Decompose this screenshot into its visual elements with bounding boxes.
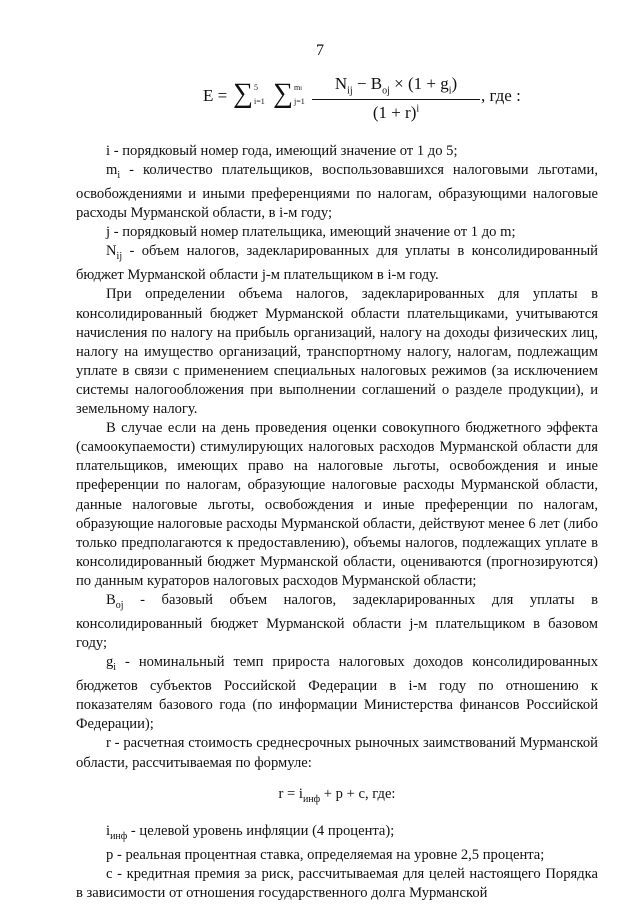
definition-g: $g_i$ - номинальный темп прироста налоговых доходов консолидированных бюджетов субъектов Российской Федерации в i-м году по отношению к показателям базового года (по информации Министерства финансов Российской Федерации); <box>76 654 598 733</box>
formula-denominator: $(1 + r)^i$ <box>372 103 420 123</box>
definition-m: $m_i$ - количество плательщиков, воспользовавшихся налоговыми льготами, освобождениями и иными преференциями по налогам, образующими налоговые расходы Мурманской области, в i-м году; <box>76 162 598 222</box>
formula-suffix: , где : <box>481 86 521 105</box>
sum-j-lower: j=1 <box>294 97 305 106</box>
formula-fraction <box>312 74 480 123</box>
paragraph-tax-volume: При определении объема налогов, задекларированных для уплаты в консолидированный бюджет Мурманской области плательщиками, учитываются начисления по налогу на прибыль организаций, налогу на доходы физических лиц, налогу на имущество организаций, транспортному налогу, налогам, подлежащим уплате в связи с применением специальных налоговых режимов (за исключением системы налогообложения при выполнении соглашений о разделе продукции), и земельному налогу. <box>76 286 598 418</box>
sum-symbol-j: ∑ <box>273 78 293 109</box>
definition-r: r - расчетная стоимость среднесрочных рыночных заимствований Мурманской области, рассчитываемая по формуле: <box>76 735 598 771</box>
sum-i-lower: i=1 <box>254 97 265 106</box>
document-body <box>76 142 598 903</box>
sum-j-upper: mi <box>294 83 302 92</box>
page-number: 7 <box>316 42 324 59</box>
sum-i-upper: 5 <box>254 83 258 92</box>
definition-n: $N_{ij}$ - объем налогов, задекларированных для уплаты в консолидированный бюджет Мурманской области j-м плательщиком в i-м году. <box>76 243 598 284</box>
formula-numerator: $N_{ij} - B_{oj} \times (1 + g_i)$ <box>312 74 480 100</box>
sum-symbol-i: ∑ <box>233 78 253 109</box>
formula-lhs: E = <box>203 86 228 105</box>
definition-i: i - порядковый номер года, имеющий значение от 1 до 5; <box>106 143 458 159</box>
paragraph-forecast: В случае если на день проведения оценки совокупного бюджетного эффекта (самоокупаемости) стимулирующих налоговых расходов Мурманской области для плательщиков, имеющих право на налоговые льготы, освобождения и иные преференции по налогам, образующие налоговые расходы Мурманской области, данные налоговые льготы, освобождения и иные преференции по налогам, образующие налоговые расходы Мурманской области, действуют менее 6 лет (либо только предполагаются к предоставлению), объемы налогов, подлежащих уплате в консолидированный бюджет Мурманской области, оцениваются (прогнозируются) по данным кураторов налоговых расходов Мурманской области; <box>76 420 598 589</box>
definition-b: $B_{oj}$ - базовый объем налогов, задекларированных для уплаты в консолидированный бюджет Мурманской области j-м плательщиком в базовом году; <box>76 591 598 652</box>
definition-c: c - кредитная премия за риск, рассчитываемая для целей настоящего Порядка в зависимости от отношения государственного долга Мурманской <box>76 865 598 901</box>
rate-formula: $r = i_{инф} + p + c$, где: <box>278 785 396 805</box>
definition-inflation: $i_{инф}$ - целевой уровень инфляции (4 процента); <box>106 822 395 842</box>
definition-j: j - порядковый номер плательщика, имеющий значение от 1 до m; <box>106 224 516 241</box>
definition-p: p - реальная процентная ставка, определяемая на уровне 2,5 процента; <box>106 846 545 863</box>
